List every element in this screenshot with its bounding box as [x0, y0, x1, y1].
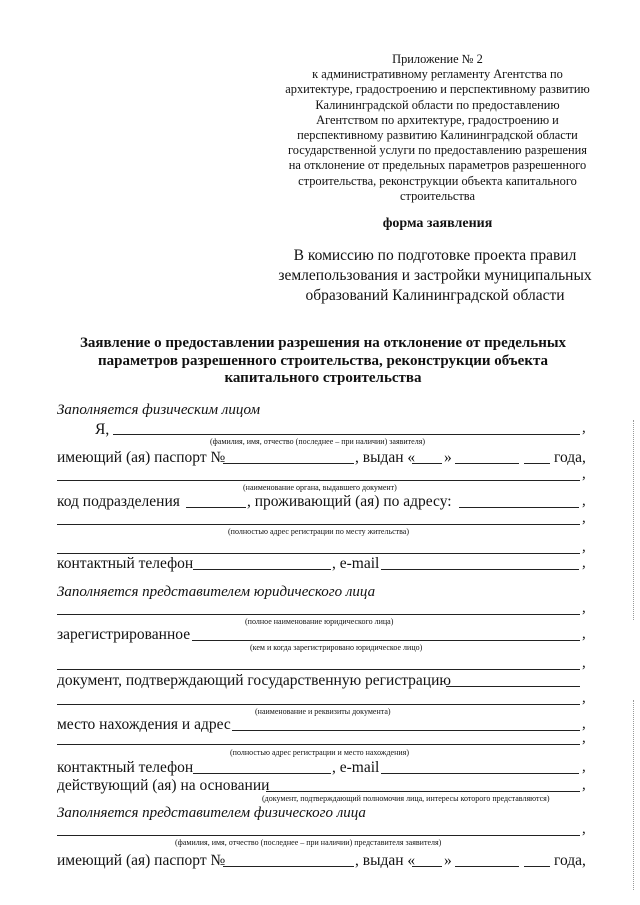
- comma: ,: [582, 821, 586, 837]
- commission-line: землепользования и застройки муниципальных: [278, 267, 592, 284]
- section-heading-legal: Заполняется представителем юридического лица: [57, 584, 376, 600]
- comma: ,: [582, 420, 586, 436]
- title-line: параметров разрешенного строительства, реконструкции объекта: [97, 352, 549, 369]
- location-label: место нахождения и адрес: [57, 716, 231, 733]
- commission-line: В комиссию по подготовке проекта правил: [293, 247, 577, 264]
- representative-issued-label: , выдан «: [355, 852, 416, 869]
- email-label: , e-mail: [332, 555, 380, 572]
- representative-issue-year-field[interactable]: [524, 866, 550, 867]
- issuing-organ-field[interactable]: [57, 480, 580, 481]
- appendix-line: Приложение № 2: [392, 52, 483, 66]
- comma: ,: [582, 555, 586, 571]
- appendix-line: Калининградской области по предоставлению: [315, 97, 560, 112]
- registration-document-label: документ, подтверждающий государственную регистрацию: [57, 672, 451, 689]
- legal-phone-label: контактный телефон: [57, 759, 194, 776]
- passport-number-field[interactable]: [223, 463, 354, 464]
- comma: ,: [582, 539, 586, 555]
- caption-fio: (фамилия, имя, отчество (последнее – при наличии) заявителя): [210, 437, 426, 446]
- basis-label: действующий (ая) на основании: [57, 777, 270, 794]
- caption-legal-name: (полное наименование юридического лица): [245, 617, 394, 626]
- comma: ,: [582, 759, 586, 775]
- representative-year-label: года,: [554, 852, 586, 869]
- comma: ,: [582, 716, 586, 732]
- comma: ,: [582, 626, 586, 642]
- scan-edge-divider: [633, 700, 634, 890]
- registered-field[interactable]: [192, 640, 580, 641]
- passport-label: имеющий (ая) паспорт №: [57, 449, 226, 466]
- issued-label: , выдан «: [355, 449, 416, 466]
- division-code-label: код подразделения: [57, 493, 180, 510]
- appendix-line: строительства: [400, 188, 475, 203]
- ya-label: Я,: [95, 421, 110, 438]
- scan-edge-divider: [633, 420, 634, 620]
- address-field-continued[interactable]: [57, 524, 580, 525]
- title-line: Заявление о предоставлении разрешения на отклонение от предельных: [79, 335, 567, 351]
- legal-email-field[interactable]: [381, 773, 579, 774]
- comma: ,: [582, 510, 586, 526]
- issue-month-field[interactable]: [455, 463, 519, 464]
- division-code-field[interactable]: [186, 507, 246, 508]
- appendix-block: [270, 52, 605, 204]
- email-field[interactable]: [381, 569, 579, 570]
- appendix-line: к административному регламенту Агентства по: [312, 67, 563, 82]
- appendix-line: строительства, реконструкции объекта капитального: [298, 173, 577, 188]
- caption-document: (наименование и реквизиты документа): [255, 707, 391, 716]
- year-label: года,: [554, 449, 586, 466]
- legal-email-label: , e-mail: [332, 759, 380, 776]
- caption-organ: (наименование органа, выдавшего документ): [243, 483, 397, 492]
- commission-line: образований Калининградской области: [305, 287, 565, 304]
- caption-basis: (документ, подтверждающий полномочия лица, интересы которого представляются): [262, 794, 550, 803]
- phone-label: контактный телефон: [57, 555, 194, 572]
- registered-label: зарегистрированное: [57, 626, 191, 643]
- location-field-continued[interactable]: [57, 744, 580, 745]
- comma: ,: [582, 600, 586, 616]
- comma: ,: [582, 655, 586, 671]
- appendix-line: Агентством по архитектуре, градостроению и: [316, 112, 559, 127]
- representative-passport-number-field[interactable]: [223, 866, 354, 867]
- quote-close: »: [444, 449, 452, 466]
- comma: ,: [582, 777, 586, 793]
- quote-close: »: [444, 852, 452, 869]
- registration-document-field[interactable]: [446, 686, 580, 687]
- representative-issue-day-field[interactable]: [412, 866, 442, 867]
- legal-name-field[interactable]: [57, 614, 580, 615]
- form-title: форма заявления: [382, 216, 493, 231]
- appendix-line: архитектуре, градостроению и перспективному развитию: [285, 82, 590, 97]
- comma: ,: [582, 690, 586, 706]
- page-title: [55, 335, 591, 388]
- comma: ,: [582, 466, 586, 482]
- living-label: , проживающий (ая) по адресу:: [247, 493, 452, 510]
- commission-addressee: [255, 246, 615, 306]
- issue-day-field[interactable]: [412, 463, 442, 464]
- section-heading-individual: Заполняется физическим лицом: [57, 402, 261, 418]
- comma: ,: [582, 730, 586, 746]
- address-field[interactable]: [459, 507, 579, 508]
- section-heading-representative: Заполняется представителем физического лица: [57, 805, 366, 821]
- caption-registered: (кем и когда зарегистрировано юридическое лицо): [250, 643, 423, 652]
- representative-passport-label: имеющий (ая) паспорт №: [57, 852, 226, 869]
- comma: ,: [582, 493, 586, 509]
- location-field[interactable]: [232, 730, 580, 731]
- title-line: капитального строительства: [224, 370, 422, 386]
- registered-field-continued[interactable]: [57, 669, 580, 670]
- appendix-line: государственной услуги по предоставлению разрешения: [287, 143, 588, 158]
- registration-document-field-continued[interactable]: [57, 704, 580, 705]
- basis-field[interactable]: [266, 791, 580, 792]
- fio-field[interactable]: [113, 434, 580, 435]
- appendix-line: перспективному развитию Калининградской области: [297, 128, 578, 143]
- representative-fio-field[interactable]: [57, 835, 580, 836]
- representative-issue-month-field[interactable]: [455, 866, 519, 867]
- issue-year-field[interactable]: [524, 463, 550, 464]
- address-field-continued[interactable]: [57, 553, 580, 554]
- appendix-line: на отклонение от предельных параметров разрешенного: [288, 158, 587, 173]
- caption-representative-fio: (фамилия, имя, отчество (последнее – при наличии) представителя заявителя): [175, 838, 442, 847]
- caption-address: (полностью адрес регистрации по месту жительства): [228, 527, 410, 536]
- caption-location: (полностью адрес регистрации и место нахождения): [230, 748, 409, 757]
- phone-field[interactable]: [193, 569, 331, 570]
- legal-phone-field[interactable]: [193, 773, 331, 774]
